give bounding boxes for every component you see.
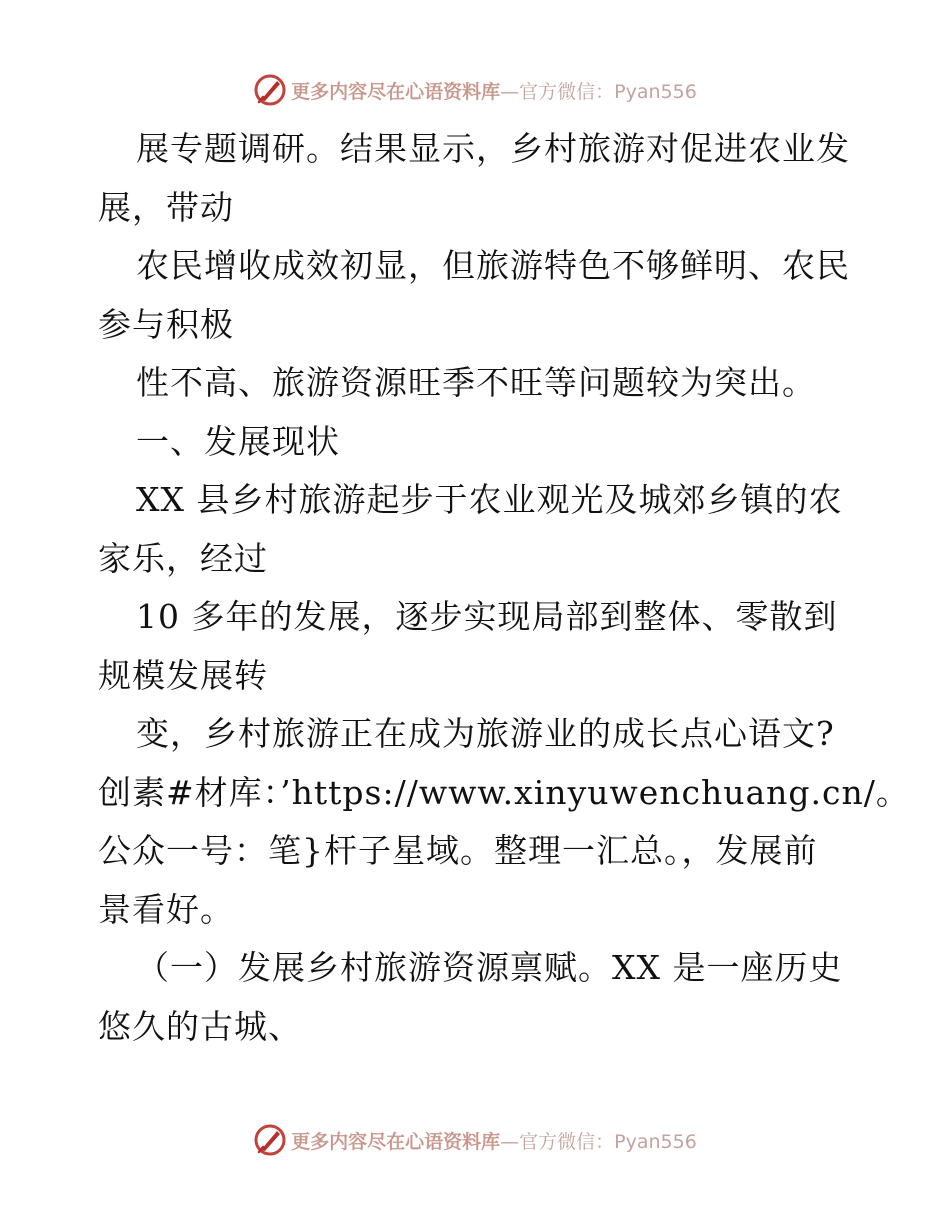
body-line: （一）发展乡村旅游资源禀赋。XX 是一座历史 xyxy=(136,948,843,987)
banner-tail: —官方微信：Pyan556 xyxy=(500,1130,697,1153)
body-line: 创素#材库：’https://www.xinyuwenchuang.cn/。 xyxy=(98,772,910,812)
body-line: XX 县乡村旅游起步于农业观光及城郊乡镇的农 xyxy=(136,480,843,519)
banner-tail: —官方微信：Pyan556 xyxy=(500,80,697,103)
quill-pen-circle-icon xyxy=(253,1123,287,1157)
body-line: 农民增收成效初显，但旅游特色不够鲜明、农民 xyxy=(136,246,850,285)
footer-banner xyxy=(0,1120,950,1160)
body-line: 家乐，经过 xyxy=(98,538,268,578)
banner-lead: 更多内容尽在心语资料库 xyxy=(291,1130,501,1153)
body-line: 公众一号：笔}杆子星域。整理一汇总。，发展前 xyxy=(98,831,818,870)
body-line: 展，带动 xyxy=(98,187,234,227)
banner-text xyxy=(291,77,697,104)
body-line: 规模发展转 xyxy=(98,655,268,695)
body-line: 变，乡村旅游正在成为旅游业的成长点心语文? xyxy=(136,714,835,753)
body-line: 性不高、旅游资源旺季不旺等问题较为突出。 xyxy=(136,363,816,402)
section-heading: 一、发展现状 xyxy=(136,421,340,461)
banner-lead: 更多内容尽在心语资料库 xyxy=(291,80,501,103)
body-line: 景看好。 xyxy=(98,889,234,929)
quill-pen-circle-icon xyxy=(253,73,287,107)
body-line: 展专题调研。结果显示，乡村旅游对促进农业发 xyxy=(136,129,850,168)
body-line: 10 多年的发展，逐步实现局部到整体、零散到 xyxy=(136,597,838,636)
body-line: 悠久的古城、 xyxy=(98,1006,302,1046)
header-banner xyxy=(0,70,950,110)
body-line: 参与积极 xyxy=(98,304,234,344)
document-body xyxy=(98,120,910,1056)
banner-text xyxy=(291,1127,697,1154)
